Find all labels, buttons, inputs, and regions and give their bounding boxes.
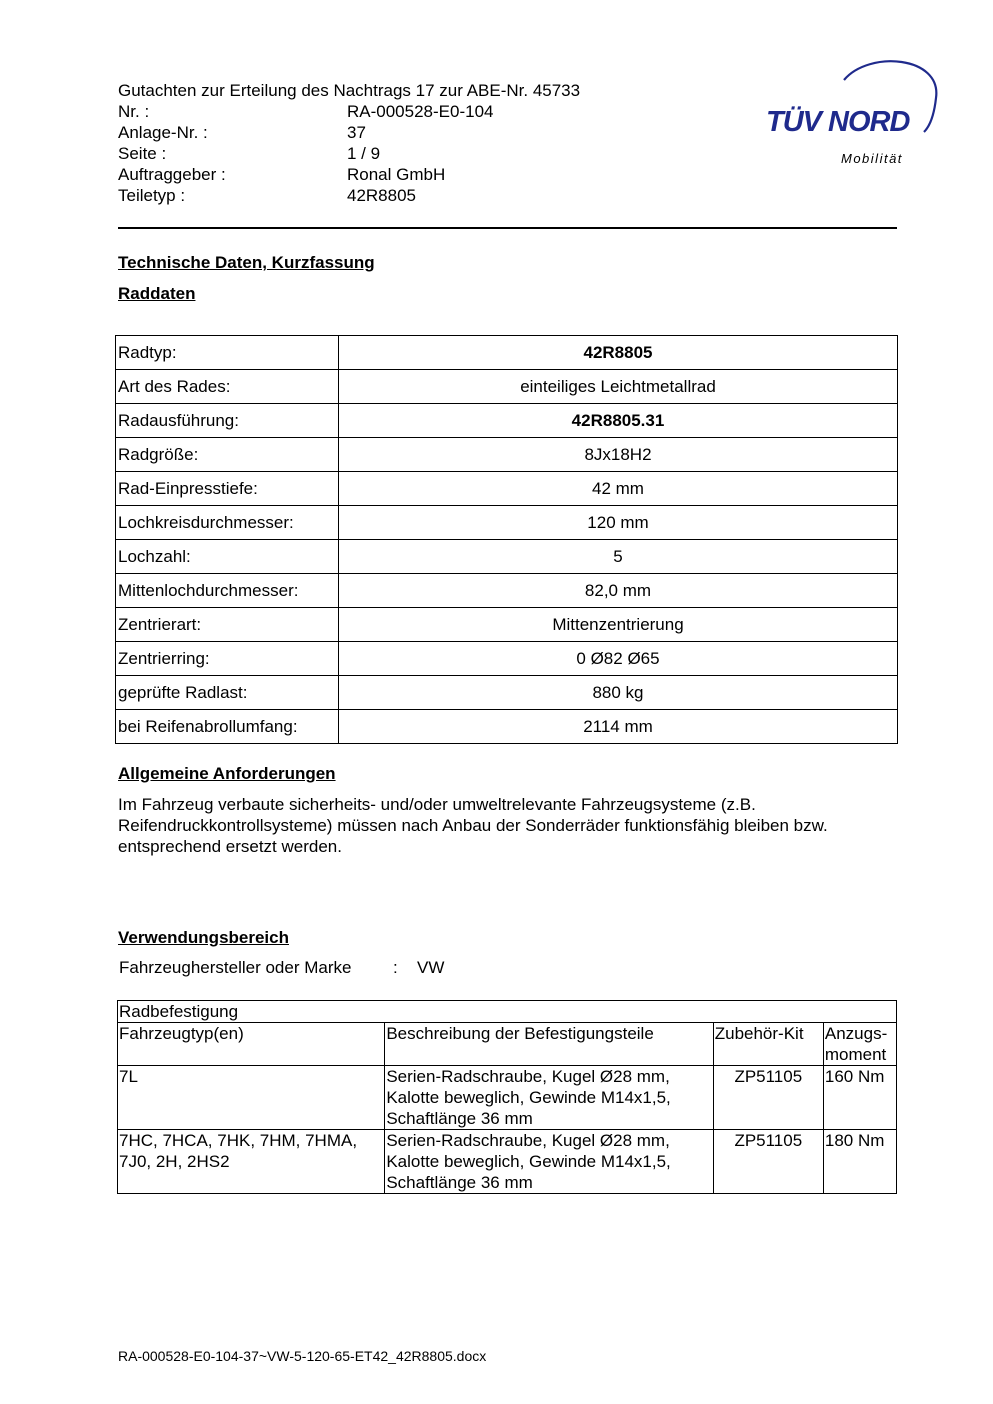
cell-line: 7J0, 2H, 2HS2	[119, 1152, 230, 1171]
header-divider	[118, 227, 897, 229]
table-title-row	[118, 1001, 897, 1023]
column-header	[823, 1023, 896, 1066]
row-value: 880 kg	[339, 676, 898, 710]
logo-wordmark: TÜV NORD	[766, 106, 910, 138]
row-value: 42 mm	[339, 472, 898, 506]
radbefestigung-table	[117, 1000, 897, 1194]
row-label: Radgröße:	[116, 438, 339, 472]
text-line: entsprechend ersetzt werden.	[118, 837, 342, 856]
tuv-nord-logo	[764, 58, 944, 173]
section-title: Technische Daten, Kurzfassung	[118, 253, 375, 272]
row-label: Rad-Einpresstiefe:	[116, 472, 339, 506]
cell-line: Kalotte beweglich, Gewinde M14x1,5,	[386, 1088, 671, 1107]
table-row	[116, 540, 898, 574]
row-value: 42R8805.31	[339, 404, 898, 438]
table-row	[116, 404, 898, 438]
row-label: Radtyp:	[116, 336, 339, 370]
anforderungen-heading: Allgemeine Anforderungen	[118, 764, 336, 783]
row-label: Lochkreisdurchmesser:	[116, 506, 339, 540]
raddaten-table	[115, 335, 898, 744]
header-field-auftraggeber	[118, 164, 445, 185]
header-field-anlage	[118, 122, 366, 143]
table-title: Radbefestigung	[118, 1001, 897, 1023]
table-row	[116, 506, 898, 540]
cell-line: Kalotte beweglich, Gewinde M14x1,5,	[386, 1152, 671, 1171]
header-field-label: Nr. :	[118, 102, 150, 121]
hersteller-label: Fahrzeughersteller oder Marke	[119, 958, 352, 977]
row-value: 5	[339, 540, 898, 574]
row-label: Lochzahl:	[116, 540, 339, 574]
hersteller-separator: :	[393, 958, 398, 977]
text-line: Reifendruckkontrollsysteme) müssen nach Anbau der Sonderräder funktionsfähig bleiben bzw.	[118, 816, 828, 835]
table-row	[116, 642, 898, 676]
table-row	[118, 1066, 897, 1130]
hersteller-line	[119, 957, 444, 978]
row-value: 120 mm	[339, 506, 898, 540]
header-field-value: 37	[347, 123, 366, 142]
row-label: bei Reifenabrollumfang:	[116, 710, 339, 744]
hersteller-value: VW	[417, 958, 445, 977]
table-row	[116, 574, 898, 608]
cell-kit: ZP51105	[713, 1130, 823, 1194]
cell-kit: ZP51105	[713, 1066, 823, 1130]
table-row	[118, 1130, 897, 1194]
header-field-value: Ronal GmbH	[347, 165, 446, 184]
header-field-teiletyp	[118, 185, 416, 206]
table-row	[116, 438, 898, 472]
cell-beschreibung	[385, 1130, 713, 1194]
header-field-value: 42R8805	[347, 186, 417, 205]
cell-typ	[118, 1066, 385, 1130]
cell-line: 7L	[119, 1067, 138, 1086]
column-header-line: Anzugs-	[824, 1024, 888, 1043]
table-header-row	[118, 1023, 897, 1066]
table-row	[116, 676, 898, 710]
column-header: Fahrzeugtyp(en)	[118, 1023, 385, 1066]
column-header: Beschreibung der Befestigungsteile	[385, 1023, 713, 1066]
raddaten-heading: Raddaten	[118, 284, 196, 303]
row-value: 42R8805	[339, 336, 898, 370]
column-header: Zubehör-Kit	[713, 1023, 823, 1066]
header-field-label: Auftraggeber :	[118, 165, 226, 184]
row-value: 8Jx18H2	[339, 438, 898, 472]
text-line: Im Fahrzeug verbaute sicherheits- und/oder umweltrelevante Fahrzeugsysteme (z.B.	[118, 795, 756, 814]
header-field-nr	[118, 101, 493, 122]
row-label: Mittenlochdurchmesser:	[116, 574, 339, 608]
row-label: Zentrierring:	[116, 642, 339, 676]
footer-filename: RA-000528-E0-104-37~VW-5-120-65-ET42_42R8805.docx	[118, 1348, 487, 1364]
row-label: Zentrierart:	[116, 608, 339, 642]
header-field-label: Teiletyp :	[118, 186, 186, 205]
cell-line: Serien-Radschraube, Kugel Ø28 mm,	[386, 1131, 670, 1150]
column-header-line: moment	[824, 1045, 887, 1064]
verwendung-heading: Verwendungsbereich	[118, 928, 289, 947]
header-field-label: Anlage-Nr. :	[118, 123, 208, 142]
row-label: Radausführung:	[116, 404, 339, 438]
table-row	[116, 710, 898, 744]
cell-moment: 160 Nm	[823, 1066, 896, 1130]
row-label: geprüfte Radlast:	[116, 676, 339, 710]
row-value: einteiliges Leichtmetallrad	[339, 370, 898, 404]
header-field-label: Seite :	[118, 144, 167, 163]
header-field-value: RA-000528-E0-104	[347, 102, 494, 121]
header-field-value: 1 / 9	[347, 144, 381, 163]
row-value: Mittenzentrierung	[339, 608, 898, 642]
cell-typ	[118, 1130, 385, 1194]
table-row	[116, 608, 898, 642]
row-value: 82,0 mm	[339, 574, 898, 608]
cell-beschreibung	[385, 1066, 713, 1130]
cell-moment: 180 Nm	[823, 1130, 896, 1194]
table-row	[116, 370, 898, 404]
table-row	[116, 472, 898, 506]
row-value: 2114 mm	[339, 710, 898, 744]
header-field-seite	[118, 143, 380, 164]
cell-line: Serien-Radschraube, Kugel Ø28 mm,	[386, 1067, 670, 1086]
row-value: 0 Ø82 Ø65	[339, 642, 898, 676]
document-title: Gutachten zur Erteilung des Nachtrags 17 zur ABE-Nr. 45733	[118, 81, 581, 100]
table-row	[116, 336, 898, 370]
cell-line: Schaftlänge 36 mm	[386, 1109, 533, 1128]
row-label: Art des Rades:	[116, 370, 339, 404]
cell-line: Schaftlänge 36 mm	[386, 1173, 533, 1192]
anforderungen-text	[118, 794, 908, 857]
logo-subtitle: Mobilität	[841, 151, 903, 166]
cell-line: 7HC, 7HCA, 7HK, 7HM, 7HMA,	[119, 1131, 358, 1150]
